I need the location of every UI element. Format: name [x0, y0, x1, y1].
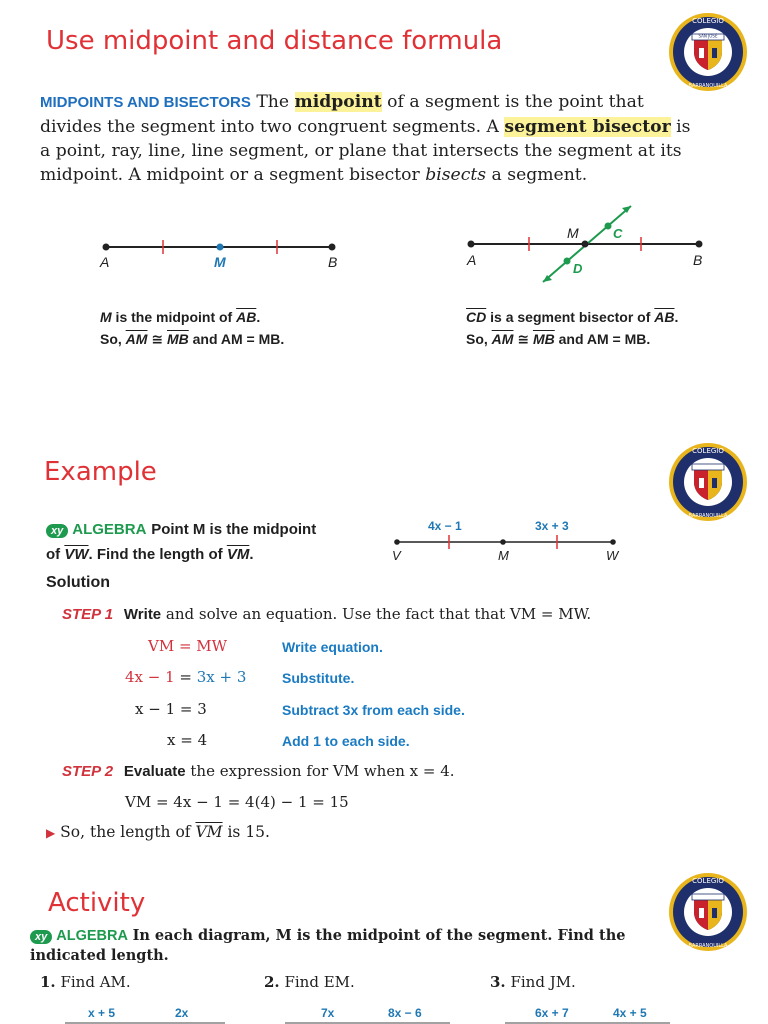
q1-expr-left: x + 5 [88, 1006, 116, 1020]
q1-expr-right: 2x [175, 1006, 189, 1020]
point-b [329, 244, 336, 251]
label-m: M [567, 225, 579, 241]
question-1: 1. Find AM. [40, 973, 131, 991]
note-1: Write equation. [282, 639, 383, 655]
question-2: 2. Find EM. [264, 973, 355, 991]
algebra-label: ALGEBRA [56, 928, 128, 944]
midpoint-diagram [90, 230, 350, 275]
point-b [696, 241, 703, 248]
activity-instructions: xy ALGEBRA In each diagram, M is the midpoint of the segment. Find the indicated length. [30, 927, 626, 964]
para-text: of a segment is the point that [387, 92, 644, 112]
q2-expr-left: 7x [321, 1006, 335, 1020]
q3-expr-left: 6x + 7 [535, 1006, 569, 1020]
label-a: A [100, 254, 110, 270]
equation-1: VM = MW [148, 637, 228, 655]
activity-diagrams-strip [0, 1002, 768, 1024]
step1-label: STEP 1 [62, 606, 114, 623]
para-text: a point, ray, line, line segment, or plane that intersects the segment at its [40, 141, 682, 161]
svg-text:BARRANQUILLA: BARRANQUILLA [688, 83, 728, 89]
term-midpoint: midpoint [294, 92, 382, 112]
algebra-label: ALGEBRA [72, 521, 147, 538]
point-c [605, 223, 612, 230]
svg-text:SAN JOSÉ: SAN JOSÉ [698, 33, 718, 39]
equation-4: x = 4 [167, 731, 208, 749]
point-w [610, 539, 616, 545]
q2-expr-right: 8x − 6 [388, 1006, 422, 1020]
example-title: Example [44, 457, 157, 487]
step2: STEP 2 Evaluate the expression for VM when x = 4. [62, 762, 455, 780]
note-3: Subtract 3x from each side. [282, 702, 465, 718]
expr-left: 4x − 1 [428, 519, 462, 533]
bisector-caption: $\overline{CD}$ is a segment bisector of $\overline{AB}$. So, $\overline{AM}$ ≅ $\overline{MB}$ and AM = MB. [466, 309, 679, 347]
label-m: M [214, 254, 226, 270]
section-heading: MIDPOINTS AND BISECTORS [40, 94, 251, 111]
note-4: Add 1 to each side. [282, 733, 410, 749]
para-text: is [676, 117, 691, 137]
label-c: C [613, 226, 623, 241]
conclusion: ▶ So, the length of $\overline{VM}$ is 15. [46, 823, 270, 841]
svg-text:BARRANQUILLA: BARRANQUILLA [688, 943, 728, 949]
step1: STEP 1 Write and solve an equation. Use the fact that that VM = MW. [62, 605, 592, 623]
expr-right: 3x + 3 [535, 519, 569, 533]
question-3: 3. Find JM. [490, 973, 576, 991]
label-m: M [498, 548, 509, 563]
definition-paragraph [40, 90, 730, 187]
solution-heading: Solution [46, 574, 110, 591]
school-logo [668, 12, 748, 96]
point-v [394, 539, 400, 545]
para-text: The [256, 92, 290, 112]
label-w: W [606, 548, 619, 563]
activity-title: Activity [48, 888, 146, 918]
point-d [564, 258, 571, 265]
svg-text:COLEGIO: COLEGIO [692, 447, 724, 455]
point-m [500, 539, 506, 545]
midpoint-caption: M is the midpoint of $\overline{AB}$. So, $\overline{AM}$ ≅ $\overline{MB}$ and AM = MB. [100, 309, 285, 347]
point-m [582, 241, 589, 248]
para-text: divides the segment into two congruent segments. A [40, 117, 499, 137]
triangle-bullet-icon: ▶ [46, 826, 56, 840]
school-logo [668, 872, 748, 956]
equation-3: x − 1 = 3 [135, 700, 207, 718]
label-b: B [693, 252, 703, 268]
svg-text:BARRANQUILLA: BARRANQUILLA [688, 513, 728, 519]
point-m [217, 244, 224, 251]
equation-5: VM = 4x − 1 = 4(4) − 1 = 15 [125, 793, 349, 811]
para-text: midpoint. A midpoint or a segment bisector [40, 165, 420, 185]
note-2: Substitute. [282, 670, 355, 686]
school-logo [668, 442, 748, 526]
label-a: A [467, 252, 477, 268]
label-v: V [392, 548, 401, 563]
term-segment-bisector: segment bisector [504, 117, 671, 137]
equation-2: 4x − 1 = 3x + 3 [125, 668, 247, 686]
page-title: Use midpoint and distance formula [46, 26, 503, 56]
para-text: a segment. [491, 165, 588, 185]
point-a [468, 241, 475, 248]
svg-text:COLEGIO: COLEGIO [692, 877, 724, 885]
q3-expr-right: 4x + 5 [613, 1006, 647, 1020]
algebra-badge: xy [30, 930, 52, 944]
example-prompt: xy ALGEBRA Point M is the midpoint of $\overline{VW}$. Find the length of $\overline{VM}$. [46, 521, 317, 563]
label-d: D [573, 261, 583, 276]
para-text-italic: bisects [425, 165, 487, 185]
point-a [103, 244, 110, 251]
bisector-diagram [455, 200, 725, 290]
algebra-badge: xy [46, 524, 68, 538]
step2-label: STEP 2 [62, 763, 114, 780]
svg-text:COLEGIO: COLEGIO [692, 17, 724, 25]
example-segment-diagram [385, 512, 630, 567]
label-b: B [328, 254, 338, 270]
